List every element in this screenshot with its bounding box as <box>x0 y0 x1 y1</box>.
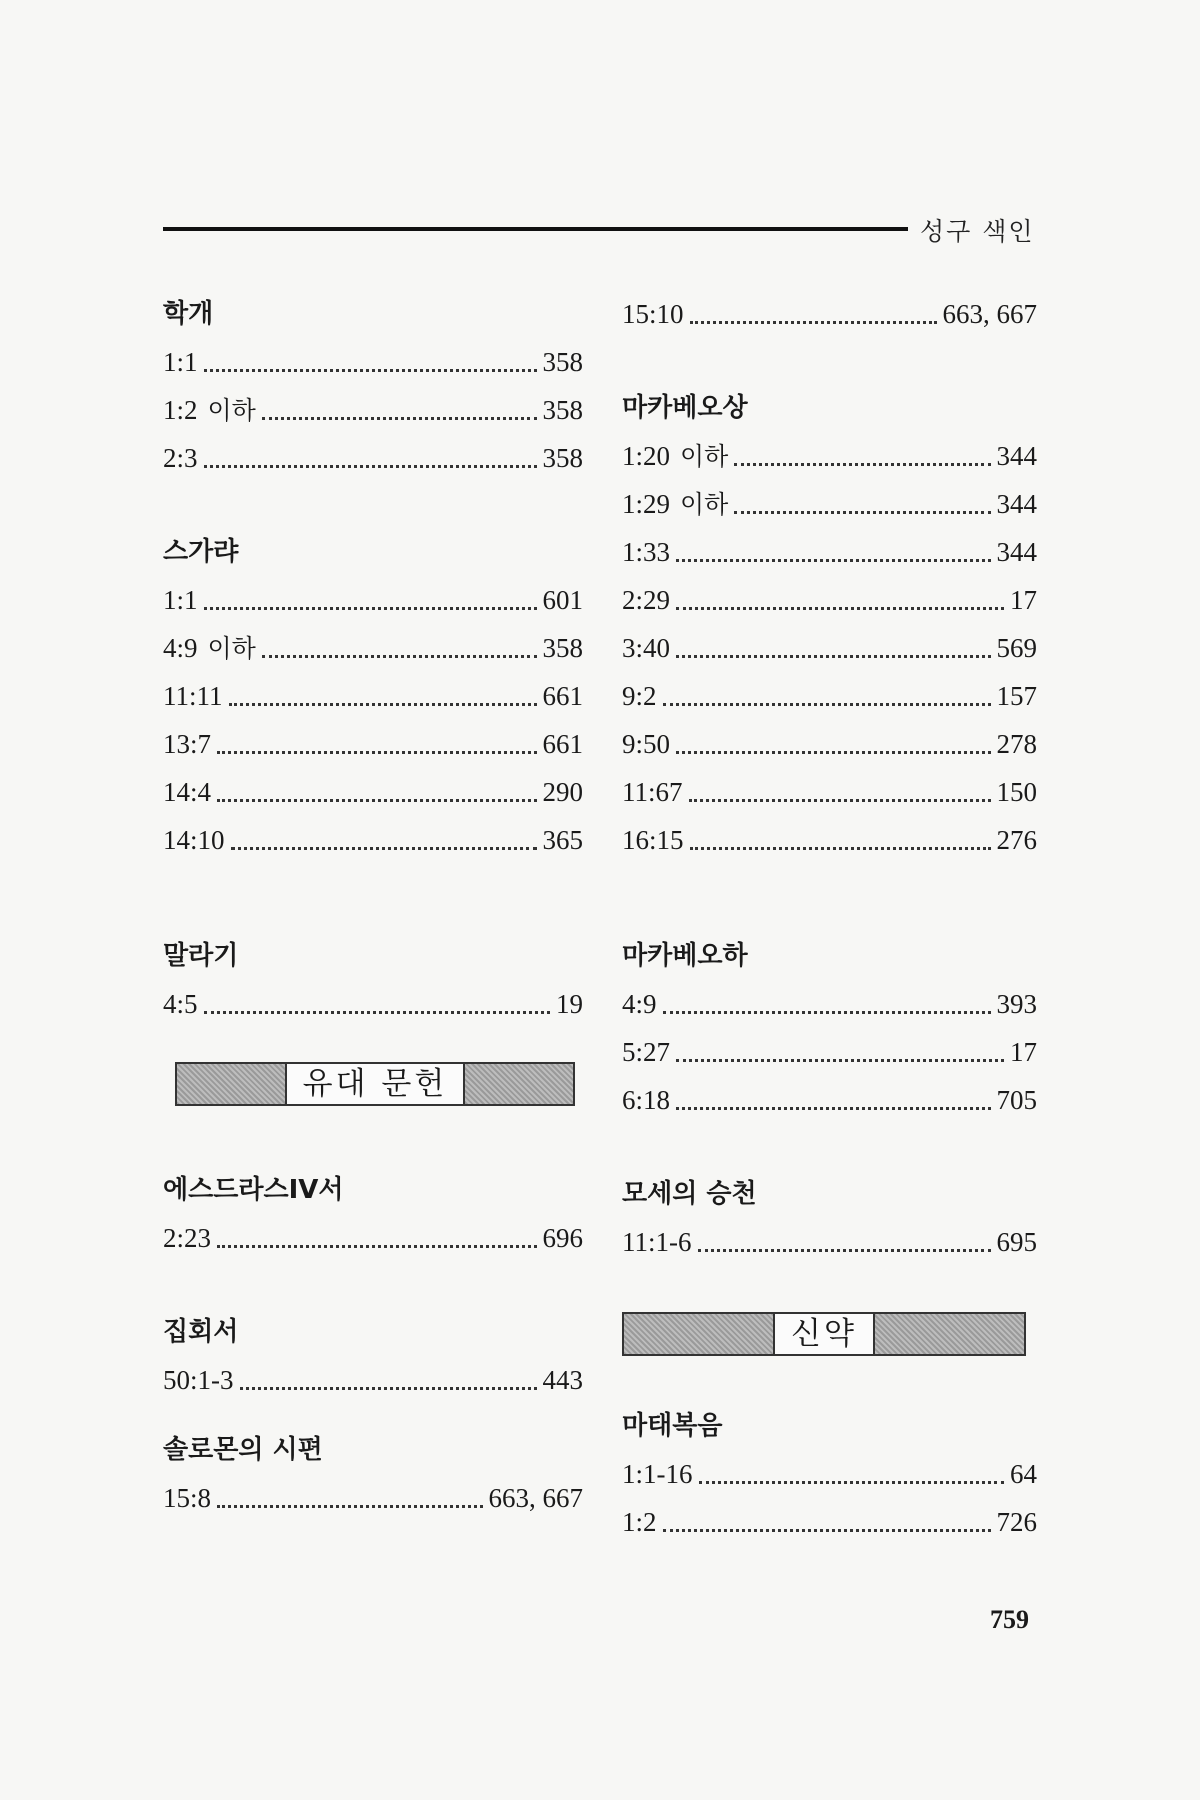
page-reference: 696 <box>542 1223 583 1253</box>
dot-leader <box>217 799 536 802</box>
index-entry <box>163 1214 583 1262</box>
page-reference: 443 <box>542 1365 583 1395</box>
verse-number: 50:1-3 <box>163 1365 234 1395</box>
page-reference: 695 <box>996 1227 1037 1257</box>
verse-reference <box>622 576 670 624</box>
verse-reference <box>622 1498 657 1546</box>
index-entry <box>622 576 1037 624</box>
index-entry <box>163 624 583 672</box>
verse-reference <box>163 1214 211 1262</box>
verse-reference <box>163 434 198 482</box>
dot-leader <box>231 847 537 850</box>
dot-leader <box>676 1107 990 1110</box>
verse-number: 14:10 <box>163 825 225 855</box>
section-banner-jewish-literature <box>175 1062 575 1106</box>
index-entry <box>622 1498 1037 1546</box>
index-entry <box>622 720 1037 768</box>
section-banner-new-testament <box>622 1312 1026 1356</box>
verse-reference <box>163 672 223 720</box>
verse-number: 13:7 <box>163 729 212 759</box>
dot-leader <box>204 607 537 610</box>
page-reference: 365 <box>542 825 583 855</box>
verse-number: 1:1 <box>163 347 198 377</box>
page-reference: 358 <box>542 395 583 425</box>
page-reference: 344 <box>996 441 1037 471</box>
dot-leader <box>676 607 1004 610</box>
verse-reference <box>622 816 684 864</box>
index-entry <box>622 290 1037 338</box>
page-reference: 150 <box>996 777 1037 807</box>
page-reference: 705 <box>996 1085 1037 1115</box>
index-entry <box>622 1028 1037 1076</box>
dot-leader <box>663 703 991 706</box>
verse-reference <box>622 768 683 816</box>
verse-reference <box>622 624 670 672</box>
dot-leader <box>734 511 990 514</box>
verse-number: 9:2 <box>622 681 657 711</box>
index-entry <box>622 1450 1037 1498</box>
entries-assumption-of-moses <box>622 1218 1037 1266</box>
index-entry <box>163 768 583 816</box>
verse-reference <box>163 624 256 673</box>
page-reference: 663, 667 <box>942 299 1037 329</box>
page-reference: 569 <box>996 633 1037 663</box>
book-title-sirach: 집회서 <box>163 1317 239 1347</box>
dot-leader <box>689 799 991 802</box>
dot-leader <box>204 369 537 372</box>
index-entry <box>163 672 583 720</box>
dot-leader <box>204 1011 550 1014</box>
section-banner-label: 신약 <box>773 1314 875 1354</box>
index-entry <box>163 720 583 768</box>
verse-reference <box>622 980 657 1028</box>
entries-zechariah <box>163 576 583 864</box>
page-reference: 278 <box>996 729 1037 759</box>
verse-reference <box>622 720 670 768</box>
index-entry <box>163 1474 583 1522</box>
index-entry <box>622 480 1037 528</box>
index-entry <box>163 338 583 386</box>
verse-reference <box>622 1028 670 1076</box>
verse-number: 15:10 <box>622 299 684 329</box>
verse-reference <box>163 720 211 768</box>
verse-reference <box>622 1076 670 1124</box>
book-title-assumption-of-moses: 모세의 승천 <box>622 1179 757 1209</box>
verse-number: 14:4 <box>163 777 212 807</box>
dot-leader <box>676 1059 1004 1062</box>
page-reference: 157 <box>996 681 1037 711</box>
index-entry <box>622 768 1037 816</box>
page-reference: 726 <box>996 1507 1037 1537</box>
verse-reference <box>163 576 198 624</box>
verse-reference <box>163 386 256 435</box>
index-entry <box>622 980 1037 1028</box>
verse-number: 4:9 <box>622 989 657 1019</box>
verse-number: 2:23 <box>163 1223 212 1253</box>
verse-range-note: 이하 <box>207 396 256 425</box>
page-reference: 19 <box>556 989 583 1019</box>
dot-leader <box>690 321 937 324</box>
verse-reference <box>622 290 684 338</box>
verse-reference <box>163 1474 211 1522</box>
verse-number: 1:33 <box>622 537 671 567</box>
verse-reference <box>163 816 225 864</box>
book-title-2-maccabees: 마카베오하 <box>622 941 748 971</box>
section-banner-label: 유대 문헌 <box>285 1064 466 1104</box>
dot-leader <box>217 751 536 754</box>
dot-leader <box>676 559 990 562</box>
dot-leader <box>217 1505 482 1508</box>
index-entry <box>163 980 583 1028</box>
page-reference: 290 <box>542 777 583 807</box>
page-reference: 663, 667 <box>488 1483 583 1513</box>
entries-4-esdras <box>163 1214 583 1262</box>
verse-number: 1:29 <box>622 489 671 519</box>
verse-number: 11:11 <box>163 681 223 711</box>
verse-number: 4:9 <box>163 633 198 663</box>
verse-number: 2:29 <box>622 585 671 615</box>
page-number: 759 <box>990 1605 1029 1634</box>
book-title-zechariah: 스가랴 <box>163 537 239 567</box>
entries-psalms-of-solomon <box>163 1474 583 1522</box>
index-entry <box>622 528 1037 576</box>
page-reference: 17 <box>1010 1037 1037 1067</box>
index-entry <box>622 1218 1037 1266</box>
book-title-1-maccabees: 마카베오상 <box>622 393 748 423</box>
entries-psalms-of-solomon-cont <box>622 290 1037 338</box>
dot-leader <box>240 1387 537 1390</box>
header-rule <box>163 227 908 231</box>
verse-number: 11:67 <box>622 777 683 807</box>
entries-sirach <box>163 1356 583 1404</box>
verse-reference <box>163 768 211 816</box>
index-entry <box>622 624 1037 672</box>
verse-reference <box>622 1450 693 1498</box>
index-entry <box>622 816 1037 864</box>
running-head: 성구 색인 <box>920 217 1035 246</box>
verse-number: 3:40 <box>622 633 671 663</box>
page-reference: 276 <box>996 825 1037 855</box>
page-reference: 344 <box>996 537 1037 567</box>
book-title-4-esdras: 에스드라스IV서 <box>163 1175 344 1205</box>
page-reference: 358 <box>542 347 583 377</box>
dot-leader <box>229 703 537 706</box>
book-title-psalms-of-solomon: 솔로몬의 시편 <box>163 1435 323 1465</box>
dot-leader <box>690 847 991 850</box>
left-column <box>163 290 583 1522</box>
entries-2-maccabees <box>622 980 1037 1124</box>
page-reference: 358 <box>542 633 583 663</box>
page-reference: 661 <box>542 681 583 711</box>
page-reference: 17 <box>1010 585 1037 615</box>
book-title-malachi: 말라기 <box>163 941 239 971</box>
book-title-haggai: 학개 <box>163 299 214 329</box>
page-reference: 358 <box>542 443 583 473</box>
index-entry <box>622 432 1037 480</box>
verse-number: 1:2 <box>622 1507 657 1537</box>
dot-leader <box>676 655 990 658</box>
verse-reference <box>622 480 728 529</box>
page-reference: 344 <box>996 489 1037 519</box>
page-reference: 661 <box>542 729 583 759</box>
entries-haggai <box>163 338 583 482</box>
page-reference: 393 <box>996 989 1037 1019</box>
verse-reference <box>622 528 670 576</box>
index-entry <box>163 386 583 434</box>
index-entry <box>163 576 583 624</box>
verse-number: 15:8 <box>163 1483 212 1513</box>
dot-leader <box>663 1011 991 1014</box>
verse-number: 16:15 <box>622 825 684 855</box>
book-title-matthew: 마태복음 <box>622 1411 723 1441</box>
verse-number: 6:18 <box>622 1085 671 1115</box>
entries-malachi <box>163 980 583 1028</box>
verse-number: 1:2 <box>163 395 198 425</box>
verse-range-note: 이하 <box>207 634 256 663</box>
entries-matthew <box>622 1450 1037 1546</box>
dot-leader <box>204 465 537 468</box>
verse-reference <box>622 432 728 481</box>
verse-number: 4:5 <box>163 989 198 1019</box>
index-entry <box>622 672 1037 720</box>
index-entry <box>163 434 583 482</box>
dot-leader <box>698 1249 991 1252</box>
verse-number: 1:1-16 <box>622 1459 693 1489</box>
index-entry <box>622 1076 1037 1124</box>
verse-range-note: 이하 <box>680 442 729 471</box>
index-entry <box>163 816 583 864</box>
verse-number: 9:50 <box>622 729 671 759</box>
verse-number: 5:27 <box>622 1037 671 1067</box>
dot-leader <box>262 417 537 420</box>
entries-1-maccabees <box>622 432 1037 864</box>
dot-leader <box>262 655 537 658</box>
dot-leader <box>676 751 990 754</box>
verse-reference <box>622 672 657 720</box>
verse-number: 1:1 <box>163 585 198 615</box>
verse-range-note: 이하 <box>680 490 729 519</box>
dot-leader <box>734 463 990 466</box>
index-entry <box>163 1356 583 1404</box>
verse-number: 1:20 <box>622 441 671 471</box>
verse-reference <box>622 1218 692 1266</box>
right-column <box>622 290 1037 1546</box>
dot-leader <box>663 1529 991 1532</box>
verse-reference <box>163 338 198 386</box>
page-reference: 601 <box>542 585 583 615</box>
dot-leader <box>217 1245 536 1248</box>
verse-number: 2:3 <box>163 443 198 473</box>
verse-reference <box>163 980 198 1028</box>
dot-leader <box>699 1481 1005 1484</box>
verse-number: 11:1-6 <box>622 1227 692 1257</box>
page-reference: 64 <box>1010 1459 1037 1489</box>
verse-reference <box>163 1356 234 1404</box>
